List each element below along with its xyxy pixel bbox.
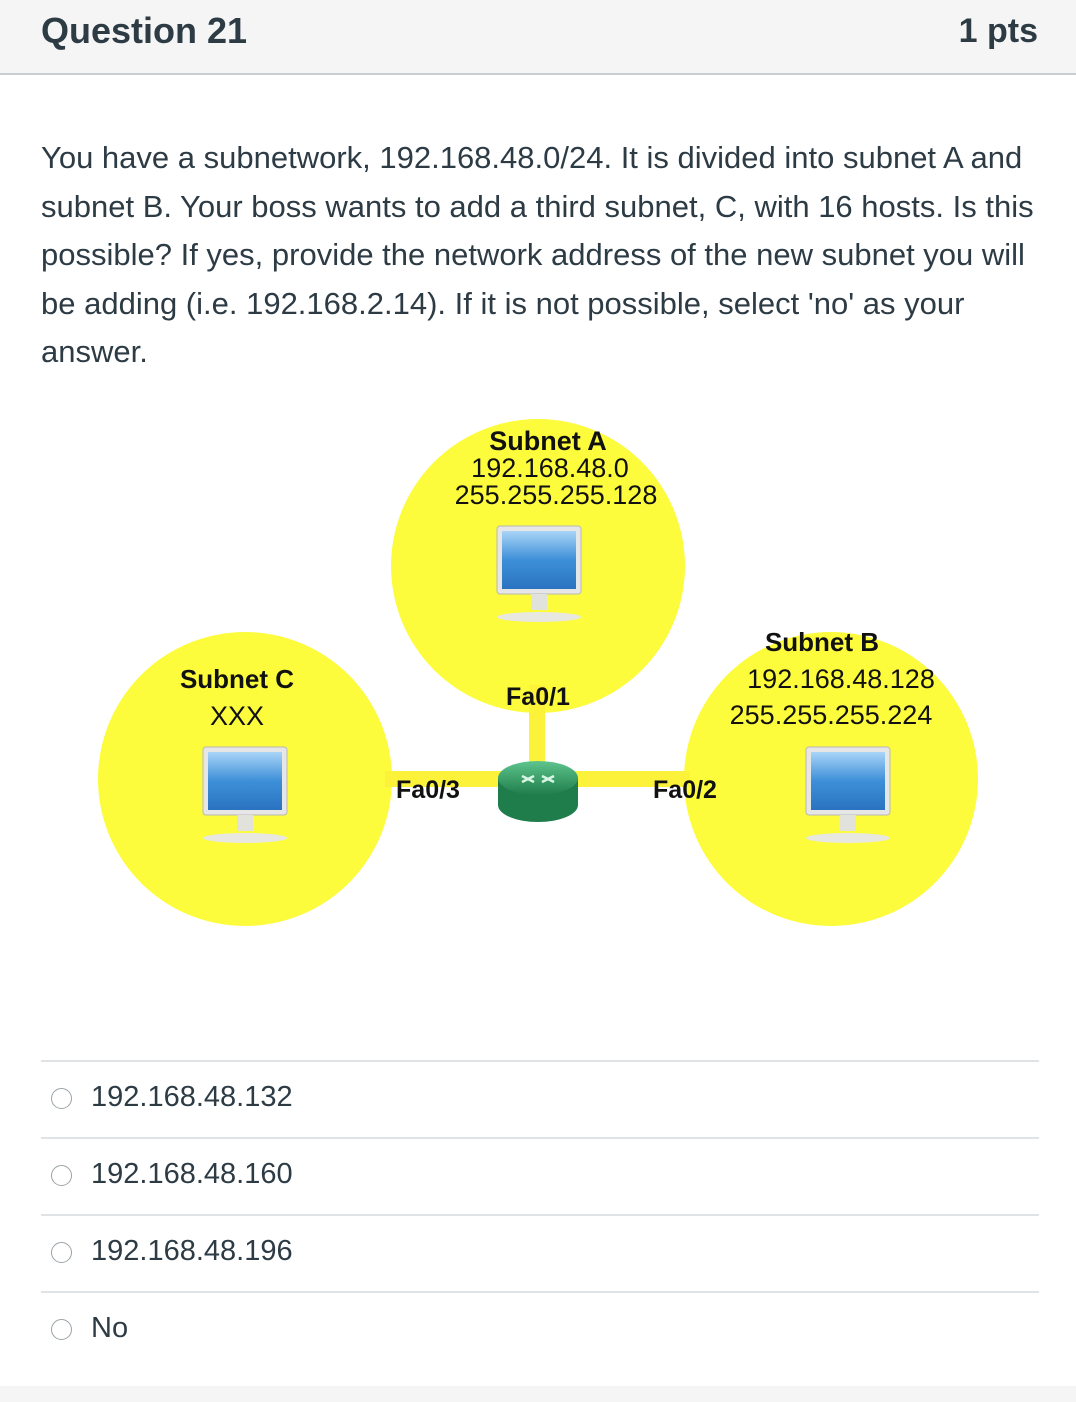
answer-option[interactable]	[41, 1060, 1039, 1137]
question-header	[0, 0, 1076, 75]
answer-label: No	[91, 1312, 129, 1344]
question-title: Question 21	[41, 10, 248, 51]
router-icon	[498, 761, 578, 822]
radio-button[interactable]	[51, 1088, 72, 1109]
answer-label: 192.168.48.132	[91, 1081, 293, 1113]
subnet-c-network: XXX	[209, 701, 265, 731]
subnet-a-mask: 255.255.255.128	[454, 480, 658, 510]
question-footer	[0, 1386, 1076, 1402]
subnet-b-name: Subnet B	[764, 627, 880, 657]
answer-label: 192.168.48.160	[91, 1158, 293, 1190]
interface-fa01: Fa0/1	[506, 683, 570, 711]
subnet-b-mask: 255.255.255.224	[729, 700, 933, 730]
answer-option[interactable]	[41, 1214, 1039, 1291]
network-diagram	[0, 400, 1076, 960]
radio-button[interactable]	[51, 1319, 72, 1340]
answer-list	[41, 1060, 1039, 1368]
answer-option[interactable]	[41, 1137, 1039, 1214]
subnet-a-network: 192.168.48.0	[471, 453, 629, 483]
radio-button[interactable]	[51, 1165, 72, 1186]
subnet-b-network: 192.168.48.128	[747, 664, 935, 694]
answer-option[interactable]	[41, 1291, 1039, 1368]
question-points: 1 pts	[958, 12, 1038, 50]
answer-label: 192.168.48.196	[91, 1235, 293, 1267]
interface-fa03: Fa0/3	[396, 776, 460, 804]
subnet-c-name: Subnet C	[179, 664, 295, 694]
radio-button[interactable]	[51, 1242, 72, 1263]
question-text: You have a subnetwork, 192.168.48.0/24. It is divided into subnet A and subnet B. Your boss wants to add a third subnet, C, with 16 hosts. Is this possible? If yes, provide the network address of the new subnet you will be adding (i.e. 192.168.2.14). If it is not possible, select 'no' as your answer.	[41, 140, 1034, 369]
interface-fa02: Fa0/2	[653, 776, 717, 804]
subnet-a-name: Subnet A	[489, 426, 607, 456]
